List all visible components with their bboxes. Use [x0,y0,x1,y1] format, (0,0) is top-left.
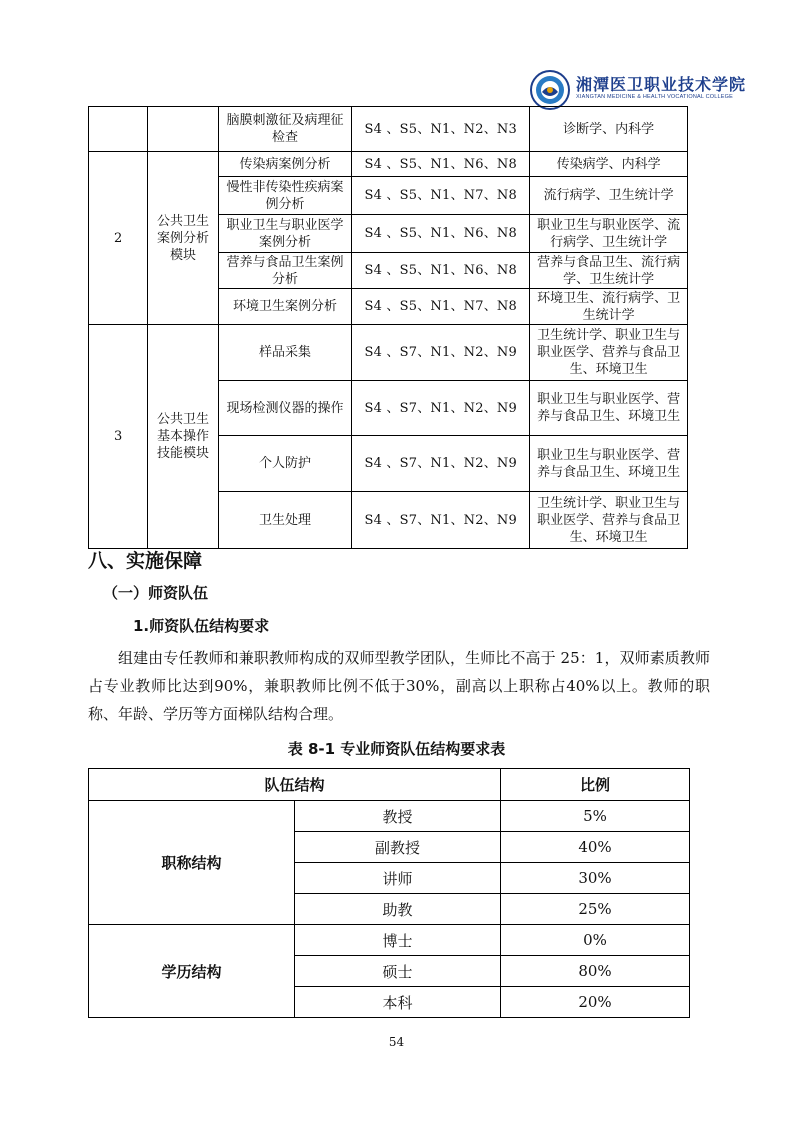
school-logo [530,70,747,110]
section-heading: 八、实施保障 [88,550,203,572]
task-cell: 职业卫生与职业医学案例分析 [218,215,352,253]
school-name-en: XIANGTAN MEDICINE & HEALTH VOCATIONAL COLLEGE [576,94,734,100]
module-cell [148,107,218,152]
school-emblem-icon [530,70,570,110]
item-label: 讲师 [295,863,501,894]
course-cell: 卫生统计学、职业卫生与职业医学、营养与食品卫生、环境卫生 [530,325,688,381]
table-caption: 表 8-1 专业师资队伍结构要求表 [287,740,506,758]
item-label: 教授 [295,801,501,832]
task-cell: 慢性非传染性疾病案例分析 [218,177,352,215]
task-cell: 个人防护 [218,436,352,492]
course-cell: 流行病学、卫生统计学 [530,177,688,215]
course-cell: 传染病学、内科学 [530,152,688,177]
requirement-cell: S4 、S7、N1、N2、N9 [352,325,530,381]
subsection-heading: （一）师资队伍 [103,584,209,602]
header-ratio: 比例 [501,769,690,801]
school-name-cn: 湘潭医卫职业技术学院 [576,75,747,94]
module-cell: 公共卫生基本操作技能模块 [148,325,218,549]
item-label: 博士 [295,925,501,956]
subsubsection-heading: 1.师资队伍结构要求 [133,617,270,635]
seq-cell: 2 [89,152,148,325]
item-ratio: 20% [501,987,690,1018]
module-table [88,106,688,549]
item-ratio: 40% [501,832,690,863]
table-header-row [89,769,690,801]
requirement-cell: S4 、S7、N1、N2、N9 [352,436,530,492]
header-structure: 队伍结构 [89,769,501,801]
seq-cell [89,107,148,152]
item-label: 副教授 [295,832,501,863]
table-row [89,801,690,832]
item-ratio: 30% [501,863,690,894]
table-row [89,325,688,381]
requirement-cell: S4 、S7、N1、N2、N9 [352,381,530,436]
group-name: 学历结构 [89,925,295,1018]
table-row [89,107,688,152]
table-row [89,925,690,956]
requirement-cell: S4 、S5、N1、N2、N3 [352,107,530,152]
task-cell: 环境卫生案例分析 [218,289,352,325]
task-cell: 现场检测仪器的操作 [218,381,352,436]
body-paragraph: 组建由专任教师和兼职教师构成的双师型教学团队，生师比不高于 25：1，双师素质教师占专业教师比达到90%，兼职教师比例不低于30%，副高以上职称占40%以上。教师的职称、年龄、学历等方面梯队结构合理。 [88,649,710,723]
task-cell: 传染病案例分析 [218,152,352,177]
page-number: 54 [388,1035,405,1049]
seq-cell: 3 [89,325,148,549]
course-cell: 职业卫生与职业医学、营养与食品卫生、环境卫生 [530,381,688,436]
task-cell: 样品采集 [218,325,352,381]
task-cell: 脑膜刺激征及病理征检查 [218,107,352,152]
requirement-cell: S4 、S5、N1、N7、N8 [352,177,530,215]
course-cell: 职业卫生与职业医学、营养与食品卫生、环境卫生 [530,436,688,492]
item-ratio: 25% [501,894,690,925]
table-row [89,152,688,177]
requirement-cell: S4 、S5、N1、N6、N8 [352,253,530,289]
group-name: 职称结构 [89,801,295,925]
item-ratio: 0% [501,925,690,956]
item-label: 助教 [295,894,501,925]
requirement-cell: S4 、S5、N1、N6、N8 [352,152,530,177]
item-ratio: 80% [501,956,690,987]
requirement-cell: S4 、S7、N1、N2、N9 [352,492,530,549]
item-label: 本科 [295,987,501,1018]
task-cell: 卫生处理 [218,492,352,549]
module-cell: 公共卫生案例分析模块 [148,152,218,325]
staff-structure-table [88,768,690,1018]
course-cell: 卫生统计学、职业卫生与职业医学、营养与食品卫生、环境卫生 [530,492,688,549]
item-label: 硕士 [295,956,501,987]
course-cell: 诊断学、内科学 [530,107,688,152]
item-ratio: 5% [501,801,690,832]
requirement-cell: S4 、S5、N1、N6、N8 [352,215,530,253]
course-cell: 营养与食品卫生、流行病学、卫生统计学 [530,253,688,289]
course-cell: 环境卫生、流行病学、卫生统计学 [530,289,688,325]
course-cell: 职业卫生与职业医学、流行病学、卫生统计学 [530,215,688,253]
task-cell: 营养与食品卫生案例分析 [218,253,352,289]
requirement-cell: S4 、S5、N1、N7、N8 [352,289,530,325]
